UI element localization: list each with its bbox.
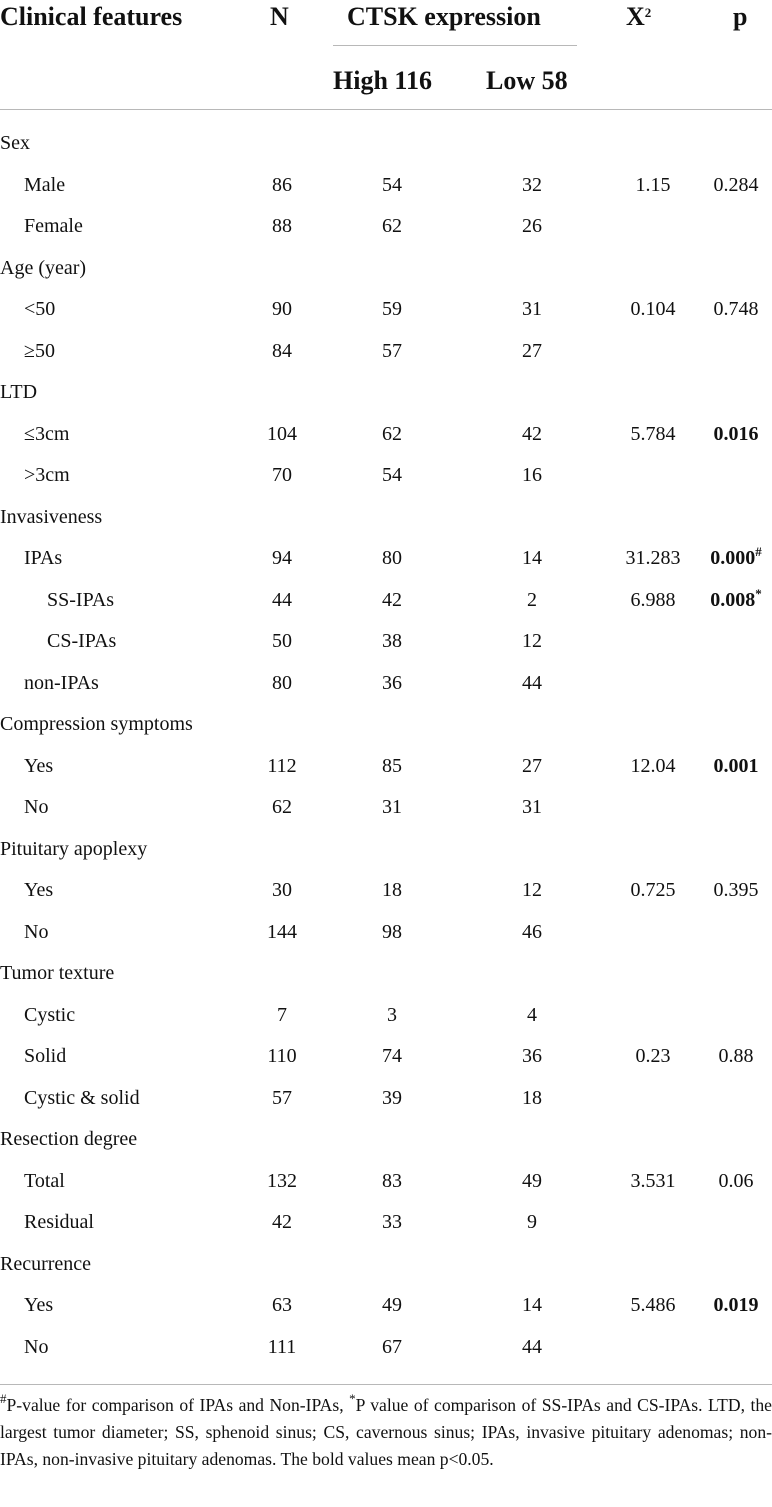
row-label-value: >3cm bbox=[24, 464, 70, 486]
table-footnote bbox=[0, 1392, 772, 1474]
cell-high bbox=[357, 787, 427, 829]
cell-p bbox=[700, 289, 772, 331]
table-section-row bbox=[0, 1244, 772, 1286]
row-label bbox=[0, 372, 37, 414]
cell-high-value: 39 bbox=[382, 1086, 402, 1109]
cell-low bbox=[497, 1285, 567, 1327]
cell-chi-square bbox=[610, 1036, 696, 1078]
cell-low bbox=[497, 331, 567, 373]
cell-high-value: 54 bbox=[382, 464, 402, 486]
row-label-value: non-IPAs bbox=[24, 671, 99, 694]
cell-n bbox=[247, 1036, 317, 1078]
row-label bbox=[24, 1036, 66, 1078]
cell-low-value: 32 bbox=[522, 173, 542, 196]
row-label-value: SS-IPAs bbox=[47, 588, 115, 611]
cell-low bbox=[497, 1078, 567, 1120]
cell-p bbox=[700, 1161, 772, 1203]
cell-low-value: 14 bbox=[522, 547, 542, 569]
row-label-value: Resection degree bbox=[0, 1128, 138, 1150]
cell-high-value: 98 bbox=[382, 920, 402, 943]
row-label bbox=[24, 414, 69, 456]
cell-low-value: 31 bbox=[522, 298, 542, 320]
cell-low bbox=[497, 414, 567, 456]
cell-low bbox=[497, 663, 567, 705]
row-label bbox=[24, 663, 99, 705]
cell-chi-square-value: 0.23 bbox=[635, 1045, 671, 1067]
cell-chi-square-value: 6.988 bbox=[630, 588, 676, 611]
cell-p bbox=[700, 538, 772, 580]
table-row bbox=[0, 663, 772, 705]
cell-high bbox=[357, 1202, 427, 1244]
cell-p-value: 0.395 bbox=[713, 879, 759, 901]
header-low: Low 58 bbox=[486, 66, 568, 95]
cell-n bbox=[247, 870, 317, 912]
table-row bbox=[0, 331, 772, 373]
cell-n bbox=[247, 414, 317, 456]
cell-chi-square bbox=[610, 538, 696, 580]
row-label-value: CS-IPAs bbox=[47, 630, 117, 652]
cell-n bbox=[247, 995, 317, 1037]
row-label bbox=[0, 497, 102, 539]
cell-high bbox=[357, 1036, 427, 1078]
cell-high bbox=[357, 1285, 427, 1327]
cell-high-value: 38 bbox=[382, 630, 402, 652]
cell-low bbox=[497, 870, 567, 912]
cell-n bbox=[247, 787, 317, 829]
cell-high bbox=[357, 331, 427, 373]
cell-high bbox=[357, 663, 427, 705]
cell-n-value: 84 bbox=[272, 339, 292, 362]
cell-high bbox=[357, 455, 427, 497]
cell-n bbox=[247, 1202, 317, 1244]
cell-n-value: 110 bbox=[267, 1045, 297, 1067]
cell-chi-square-value: 0.725 bbox=[630, 879, 676, 901]
row-label-value: ≥50 bbox=[24, 339, 55, 362]
row-label bbox=[24, 455, 70, 497]
cell-high bbox=[357, 580, 427, 622]
cell-high-value: 36 bbox=[382, 671, 402, 694]
row-label-value: LTD bbox=[0, 381, 38, 403]
cell-chi-square bbox=[610, 870, 696, 912]
cell-p-value: 0.000 bbox=[710, 547, 756, 569]
row-label bbox=[24, 1285, 53, 1327]
cell-n-value: 94 bbox=[272, 547, 292, 569]
row-label-value: Recurrence bbox=[0, 1252, 92, 1275]
cell-n-value: 144 bbox=[267, 920, 297, 943]
row-label-value: No bbox=[24, 796, 49, 818]
header-p: p bbox=[733, 2, 748, 31]
cell-high-value: 59 bbox=[382, 298, 402, 320]
row-label-value: Sex bbox=[0, 132, 30, 154]
cell-high bbox=[357, 165, 427, 207]
cell-p-value: 0.88 bbox=[718, 1045, 754, 1067]
cell-high-value: 57 bbox=[382, 339, 402, 362]
cell-low-value: 46 bbox=[522, 920, 542, 943]
table-row bbox=[0, 1036, 772, 1078]
table-row bbox=[0, 206, 772, 248]
table-section-row bbox=[0, 704, 772, 746]
cell-low-value: 14 bbox=[522, 1294, 542, 1316]
cell-n-value: 30 bbox=[272, 879, 292, 901]
row-label-value: ≤3cm bbox=[24, 422, 70, 445]
cell-p-value: 0.748 bbox=[713, 298, 759, 320]
cell-low-value: 42 bbox=[522, 422, 542, 445]
cell-low bbox=[497, 289, 567, 331]
row-label-value: <50 bbox=[24, 298, 56, 320]
row-label-value: No bbox=[24, 1335, 49, 1358]
cell-low bbox=[497, 1161, 567, 1203]
row-label bbox=[0, 704, 193, 746]
cell-chi-square bbox=[610, 165, 696, 207]
table-row bbox=[0, 165, 772, 207]
table-row bbox=[0, 912, 772, 954]
cell-n bbox=[247, 165, 317, 207]
header-group-rule bbox=[333, 45, 577, 46]
cell-n-value: 63 bbox=[272, 1294, 292, 1316]
row-label-value: Residual bbox=[24, 1211, 94, 1233]
table-bottom-rule bbox=[0, 1384, 772, 1385]
row-label bbox=[24, 289, 55, 331]
table-row bbox=[0, 787, 772, 829]
row-label-value: No bbox=[24, 920, 49, 943]
cell-low bbox=[497, 912, 567, 954]
cell-n bbox=[247, 455, 317, 497]
row-label-value: Age (year) bbox=[0, 256, 87, 279]
cell-high-value: 80 bbox=[382, 547, 402, 569]
row-label bbox=[24, 746, 53, 788]
cell-n-value: 42 bbox=[272, 1211, 292, 1233]
row-label-value: Cystic & solid bbox=[24, 1086, 140, 1109]
row-label bbox=[0, 248, 86, 290]
cell-n-value: 80 bbox=[272, 671, 292, 694]
row-label bbox=[24, 787, 48, 829]
cell-low bbox=[497, 165, 567, 207]
header-clinical-features: Clinical features bbox=[0, 2, 183, 31]
cell-n bbox=[247, 1161, 317, 1203]
cell-p bbox=[700, 1285, 772, 1327]
cell-low-value: 16 bbox=[522, 464, 542, 486]
row-label bbox=[0, 1119, 137, 1161]
cell-p bbox=[700, 414, 772, 456]
cell-n-value: 70 bbox=[272, 464, 292, 486]
cell-n bbox=[247, 912, 317, 954]
cell-high bbox=[357, 870, 427, 912]
cell-p-value: 0.06 bbox=[718, 1169, 754, 1192]
cell-low bbox=[497, 206, 567, 248]
header-bottom-rule bbox=[0, 109, 772, 110]
table-row bbox=[0, 995, 772, 1037]
cell-n bbox=[247, 1285, 317, 1327]
cell-n-value: 90 bbox=[272, 298, 292, 320]
cell-p-value: 0.284 bbox=[713, 173, 759, 196]
cell-high bbox=[357, 1161, 427, 1203]
table-section-row bbox=[0, 953, 772, 995]
footnote-mark-star: * bbox=[349, 1391, 356, 1406]
cell-n bbox=[247, 621, 317, 663]
cell-low-value: 2 bbox=[527, 588, 537, 611]
cell-n-value: 104 bbox=[267, 422, 297, 445]
cell-n bbox=[247, 663, 317, 705]
table-section-row bbox=[0, 248, 772, 290]
cell-n bbox=[247, 1327, 317, 1369]
cell-n bbox=[247, 289, 317, 331]
row-label bbox=[47, 621, 116, 663]
cell-high bbox=[357, 995, 427, 1037]
cell-high-value: 33 bbox=[382, 1211, 402, 1233]
cell-low-value: 49 bbox=[522, 1169, 542, 1192]
row-label bbox=[24, 912, 48, 954]
table-section-row bbox=[0, 497, 772, 539]
footnote-text-2: P value of comparison of SS-IPAs and CS-IPAs. LTD, the largest tumor diameter; SS, sphenoid sinus; CS, cavernous sinus; IPAs, invasive pituitary adenomas; non-IPAs, non-invasive pituitary adenomas. The bold values mean p<0.05. bbox=[0, 1395, 772, 1470]
row-label-value: Total bbox=[24, 1169, 65, 1192]
cell-n-value: 132 bbox=[267, 1169, 297, 1192]
row-label bbox=[47, 580, 114, 622]
row-label-value: Solid bbox=[24, 1045, 67, 1067]
cell-high bbox=[357, 414, 427, 456]
cell-low-value: 26 bbox=[522, 215, 542, 237]
footnote-text-1: P-value for comparison of IPAs and Non-IPAs, bbox=[6, 1395, 350, 1415]
table-row bbox=[0, 1327, 772, 1369]
cell-high-value: 49 bbox=[382, 1294, 402, 1316]
cell-high bbox=[357, 746, 427, 788]
cell-chi-square bbox=[610, 289, 696, 331]
cell-high bbox=[357, 912, 427, 954]
cell-low-value: 27 bbox=[522, 339, 542, 362]
header-n: N bbox=[270, 2, 289, 31]
table-section-row bbox=[0, 372, 772, 414]
cell-chi-square-value: 0.104 bbox=[630, 298, 676, 320]
cell-n-value: 62 bbox=[272, 796, 292, 818]
cell-chi-square-value: 1.15 bbox=[635, 173, 671, 196]
row-label bbox=[24, 538, 62, 580]
cell-chi-square-value: 5.784 bbox=[630, 422, 676, 445]
cell-high bbox=[357, 538, 427, 580]
row-label bbox=[0, 953, 114, 995]
table-row bbox=[0, 1078, 772, 1120]
table-row bbox=[0, 870, 772, 912]
cell-p bbox=[700, 580, 772, 622]
row-label bbox=[24, 870, 53, 912]
cell-low-value: 12 bbox=[522, 879, 542, 901]
cell-p-value: 0.001 bbox=[713, 754, 759, 777]
cell-n bbox=[247, 206, 317, 248]
cell-low bbox=[497, 787, 567, 829]
row-label-value: Female bbox=[24, 215, 83, 237]
table-row bbox=[0, 621, 772, 663]
table-row bbox=[0, 580, 772, 622]
cell-high-value: 3 bbox=[387, 1003, 397, 1026]
row-label-value: Tumor texture bbox=[0, 962, 115, 984]
row-label bbox=[24, 1202, 94, 1244]
row-label bbox=[24, 1327, 48, 1369]
chi-superscript: 2 bbox=[644, 5, 652, 20]
cell-low-value: 18 bbox=[522, 1086, 542, 1109]
cell-low bbox=[497, 580, 567, 622]
cell-p-value: 0.016 bbox=[713, 422, 759, 445]
cell-low bbox=[497, 621, 567, 663]
row-label bbox=[0, 829, 147, 871]
cell-n bbox=[247, 1078, 317, 1120]
cell-high-value: 74 bbox=[382, 1045, 402, 1067]
cell-high-value: 54 bbox=[382, 173, 402, 196]
row-label bbox=[24, 1078, 140, 1120]
chi-base: X bbox=[626, 2, 645, 31]
row-label bbox=[0, 123, 30, 165]
table-row bbox=[0, 289, 772, 331]
cell-low bbox=[497, 1036, 567, 1078]
cell-low-value: 9 bbox=[527, 1211, 537, 1233]
cell-high bbox=[357, 289, 427, 331]
cell-high bbox=[357, 1327, 427, 1369]
row-label-value: Compression symptoms bbox=[0, 713, 193, 735]
cell-high-value: 31 bbox=[382, 796, 402, 818]
cell-low bbox=[497, 746, 567, 788]
header-chi-square bbox=[626, 2, 651, 32]
cell-low bbox=[497, 1202, 567, 1244]
cell-high-value: 62 bbox=[382, 215, 402, 237]
cell-low-value: 44 bbox=[522, 1335, 542, 1358]
table-row bbox=[0, 538, 772, 580]
row-label-value: IPAs bbox=[24, 547, 63, 569]
cell-low-value: 36 bbox=[522, 1045, 542, 1067]
table-row bbox=[0, 1285, 772, 1327]
cell-chi-square bbox=[610, 1161, 696, 1203]
row-label-value: Yes bbox=[24, 754, 54, 777]
cell-n-value: 44 bbox=[272, 588, 292, 611]
cell-n bbox=[247, 538, 317, 580]
table-section-row bbox=[0, 829, 772, 871]
cell-n-value: 88 bbox=[272, 215, 292, 237]
table-row bbox=[0, 1202, 772, 1244]
cell-n bbox=[247, 746, 317, 788]
cell-high-value: 62 bbox=[382, 422, 402, 445]
table-row bbox=[0, 414, 772, 456]
cell-p bbox=[700, 165, 772, 207]
cell-low-value: 27 bbox=[522, 754, 542, 777]
cell-n-value: 111 bbox=[267, 1335, 297, 1358]
cell-high bbox=[357, 1078, 427, 1120]
cell-low bbox=[497, 455, 567, 497]
cell-chi-square bbox=[610, 746, 696, 788]
cell-p bbox=[700, 1036, 772, 1078]
cell-p bbox=[700, 746, 772, 788]
cell-chi-square bbox=[610, 1285, 696, 1327]
cell-p bbox=[700, 870, 772, 912]
cell-n bbox=[247, 580, 317, 622]
p-footnote-mark: * bbox=[755, 585, 762, 601]
cell-n-value: 7 bbox=[277, 1003, 287, 1026]
row-label-value: Male bbox=[24, 173, 66, 196]
p-footnote-mark: # bbox=[755, 544, 762, 559]
table-row bbox=[0, 455, 772, 497]
row-label bbox=[24, 165, 65, 207]
cell-low-value: 4 bbox=[527, 1003, 537, 1026]
row-label-value: Pituitary apoplexy bbox=[0, 837, 148, 860]
cell-high bbox=[357, 621, 427, 663]
cell-n-value: 50 bbox=[272, 630, 292, 652]
cell-chi-square-value: 5.486 bbox=[630, 1294, 676, 1316]
cell-high-value: 18 bbox=[382, 879, 402, 901]
row-label-value: Yes bbox=[24, 879, 54, 901]
table-row bbox=[0, 1161, 772, 1203]
table-section-row bbox=[0, 123, 772, 165]
cell-n-value: 86 bbox=[272, 173, 292, 196]
row-label bbox=[24, 1161, 65, 1203]
cell-low-value: 31 bbox=[522, 796, 542, 818]
cell-high bbox=[357, 206, 427, 248]
row-label bbox=[24, 331, 55, 373]
row-label bbox=[24, 206, 83, 248]
cell-chi-square-value: 12.04 bbox=[630, 754, 676, 777]
row-label-value: Yes bbox=[24, 1294, 54, 1316]
table-section-row bbox=[0, 1119, 772, 1161]
cell-low-value: 12 bbox=[522, 630, 542, 652]
cell-n-value: 57 bbox=[272, 1086, 292, 1109]
cell-chi-square-value: 31.283 bbox=[625, 547, 681, 569]
cell-low-value: 44 bbox=[522, 671, 542, 694]
header-ctsk-expression: CTSK expression bbox=[347, 2, 541, 31]
cell-n-value: 112 bbox=[267, 754, 297, 777]
cell-p-value: 0.008 bbox=[710, 588, 756, 611]
cell-high-value: 42 bbox=[382, 588, 402, 611]
row-label-value: Invasiveness bbox=[0, 505, 103, 528]
row-label bbox=[24, 995, 75, 1037]
footnote-mark-hash: # bbox=[0, 1391, 7, 1406]
cell-high-value: 67 bbox=[382, 1335, 402, 1358]
cell-chi-square bbox=[610, 580, 696, 622]
cell-p-value: 0.019 bbox=[713, 1294, 759, 1316]
row-label bbox=[0, 1244, 91, 1286]
cell-n bbox=[247, 331, 317, 373]
cell-low bbox=[497, 538, 567, 580]
row-label-value: Cystic bbox=[24, 1003, 76, 1026]
cell-low bbox=[497, 1327, 567, 1369]
table-row bbox=[0, 746, 772, 788]
cell-high-value: 83 bbox=[382, 1169, 402, 1192]
cell-high-value: 85 bbox=[382, 754, 402, 777]
cell-chi-square-value: 3.531 bbox=[630, 1169, 676, 1192]
cell-chi-square bbox=[610, 414, 696, 456]
header-high: High 116 bbox=[333, 66, 432, 95]
cell-low bbox=[497, 995, 567, 1037]
